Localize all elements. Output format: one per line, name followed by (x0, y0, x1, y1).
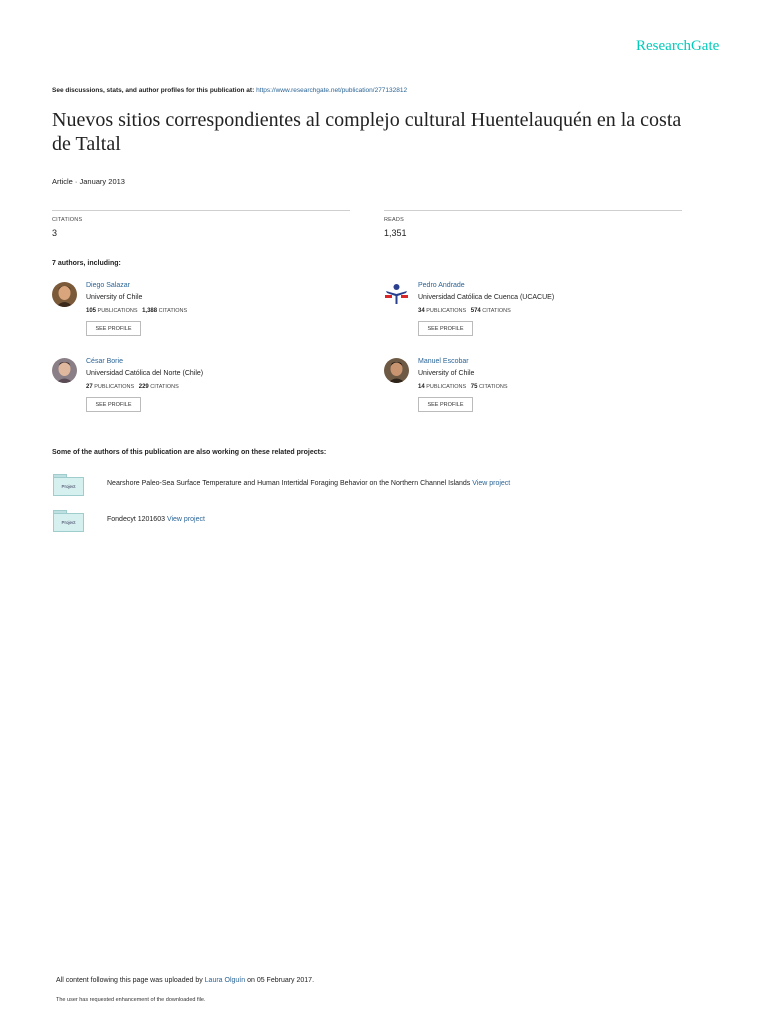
folder-label: Project (61, 484, 76, 489)
upload-prefix: All content following this page was uploaded by (56, 977, 205, 984)
author-affiliation: University of Chile (418, 370, 475, 377)
citations-count: 229 (138, 384, 149, 390)
upload-suffix: on 05 February 2017. (245, 977, 315, 984)
avatar[interactable] (384, 358, 409, 383)
citations-label: CITATIONS (150, 384, 179, 390)
upload-notice (56, 977, 314, 984)
avatar-photo-icon (384, 358, 409, 383)
see-profile-button[interactable]: SEE PROFILE (86, 397, 141, 412)
citations-label: CITATIONS (482, 308, 511, 314)
author-affiliation: Universidad Católica de Cuenca (UCACUE) (418, 294, 555, 301)
uploader-link[interactable]: Laura Olguín (204, 977, 246, 984)
see-profile-button[interactable]: SEE PROFILE (86, 321, 141, 336)
author-name[interactable]: César Borie (86, 358, 123, 365)
avatar-photo-icon (52, 282, 77, 307)
author-name[interactable]: Manuel Escobar (418, 358, 469, 365)
reads-divider (384, 210, 682, 211)
reads-label: READS (384, 217, 404, 223)
avatar[interactable] (52, 358, 77, 383)
author-affiliation: Universidad Católica del Norte (Chile) (86, 370, 204, 377)
avatar-photo-icon (52, 358, 77, 383)
folder-label: Project (61, 520, 76, 525)
publication-meta: Article · January 2013 (52, 177, 125, 186)
researchgate-logo[interactable]: ResearchGate (636, 38, 720, 54)
citations-label: CITATIONS (478, 384, 508, 390)
publications-count: 14 (418, 384, 425, 390)
publication-link[interactable]: https://www.researchgate.net/publication/277132812 (256, 87, 408, 94)
page-title: Nuevos sitios correspondientes al complejo cultural Huentelauquén en la costa de Taltal (52, 109, 682, 155)
project-title (107, 480, 510, 487)
view-project-link[interactable]: View project (472, 480, 511, 487)
discussion-line (52, 87, 407, 94)
projects-heading: Some of the authors of this publication are also working on these related projects: (52, 449, 327, 456)
folder-icon[interactable] (52, 510, 84, 532)
author-name[interactable]: Diego Salazar (86, 282, 130, 289)
author-affiliation: University of Chile (86, 294, 143, 301)
author-stats (86, 384, 179, 390)
author-card (384, 358, 684, 424)
citations-label: CITATIONS (158, 308, 188, 314)
author-name[interactable]: Pedro Andrade (418, 282, 465, 289)
publications-count: 34 (418, 308, 425, 314)
avatar-logo-icon (384, 282, 409, 307)
see-profile-button[interactable]: SEE PROFILE (418, 321, 473, 336)
citations-count: 75 (470, 384, 478, 390)
author-card (52, 282, 352, 348)
project-title (107, 516, 205, 523)
folder-icon[interactable] (52, 474, 84, 496)
author-card (52, 358, 352, 424)
author-stats (418, 384, 508, 390)
publications-label: PUBLICATIONS (97, 308, 138, 314)
citations-label: CITATIONS (52, 217, 83, 223)
citations-divider (52, 210, 350, 211)
discussion-text: See discussions, stats, and author profiles for this publication at: (52, 87, 257, 94)
project-name: Nearshore Paleo-Sea Surface Temperature and Human Intertidal Foraging Behavior on the Northern Channel Islands (107, 480, 473, 487)
see-profile-button[interactable]: SEE PROFILE (418, 397, 473, 412)
publications-label: PUBLICATIONS (94, 384, 135, 390)
project-item (52, 510, 672, 534)
author-card (384, 282, 684, 348)
citations-count: 1,388 (142, 308, 158, 314)
project-item (52, 474, 672, 498)
authors-heading: 7 authors, including: (52, 260, 121, 267)
reads-count: 1,351 (384, 228, 407, 238)
publications-count: 27 (86, 384, 93, 390)
publications-label: PUBLICATIONS (426, 308, 467, 314)
project-name: Fondecyt 1201603 (107, 516, 167, 523)
avatar[interactable] (384, 282, 409, 307)
avatar[interactable] (52, 282, 77, 307)
view-project-link[interactable]: View project (166, 516, 205, 523)
author-stats (418, 308, 511, 314)
citations-count: 3 (52, 228, 58, 238)
citations-count: 574 (470, 308, 481, 314)
publications-count: 105 (86, 308, 97, 314)
publications-label: PUBLICATIONS (426, 384, 467, 390)
author-stats (86, 308, 187, 314)
enhancement-note: The user has requested enhancement of the downloaded file. (56, 997, 206, 1003)
